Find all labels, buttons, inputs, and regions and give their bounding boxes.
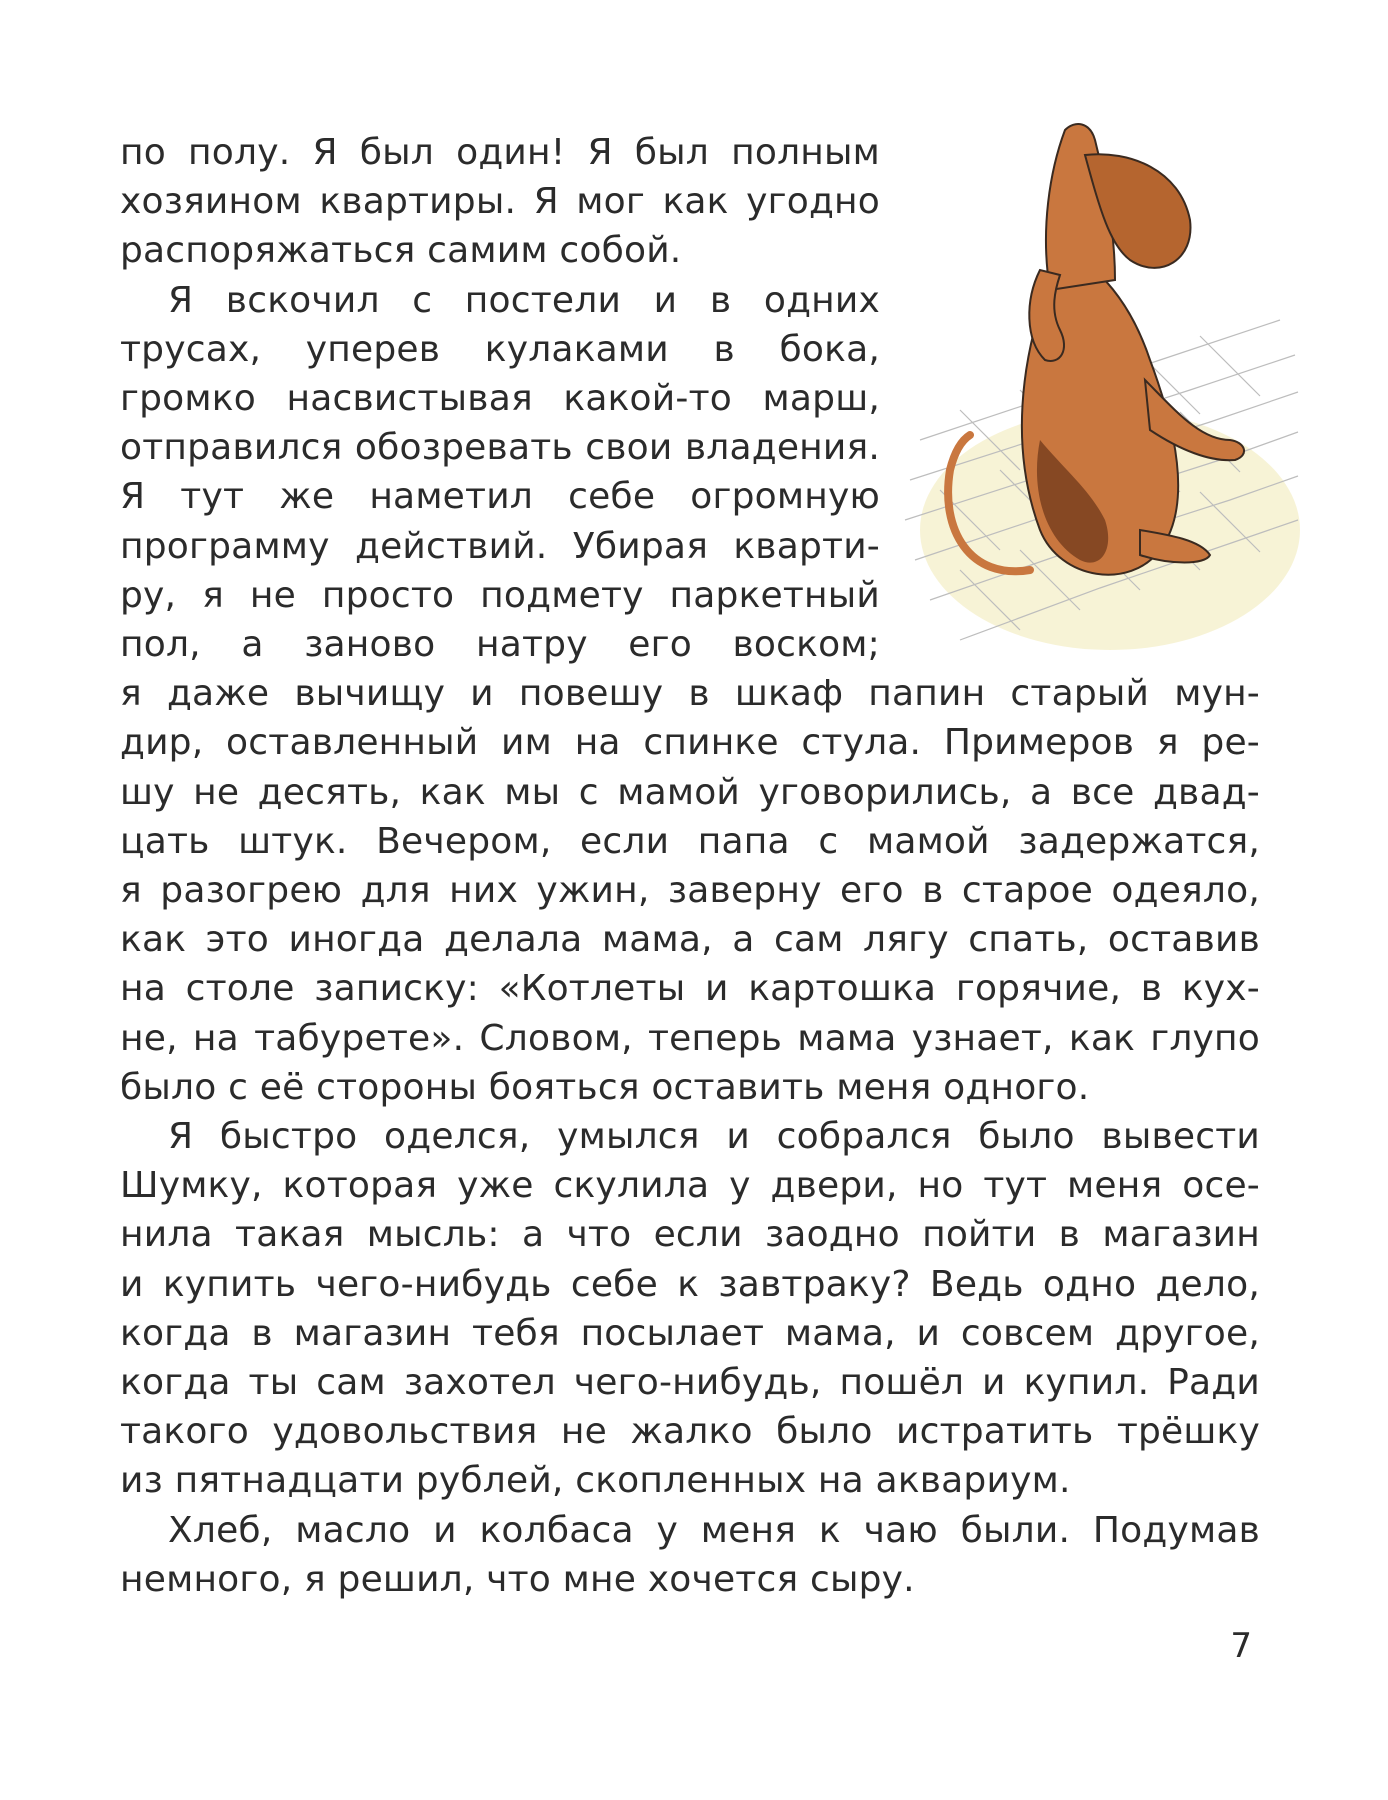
text-line: хозяином квартиры. Я мог как угодно	[120, 181, 880, 223]
text-line: не, на табурете». Словом, теперь мама узнает, как глупо	[120, 1017, 1260, 1059]
text-line: Я тут же наметил себе огромную	[120, 476, 880, 518]
text-line: ру, я не просто подмету паркетный	[120, 574, 880, 616]
text-line: цать штук. Вечером, если папа с мамой задержатся,	[120, 820, 1260, 862]
page-text	[120, 128, 1260, 1604]
text-line: когда в магазин тебя посылает мама, и совсем другое,	[120, 1312, 1260, 1354]
text-line: пол, а заново натру его воском;	[120, 624, 880, 666]
text-line: отправился обозревать свои владения.	[120, 427, 880, 469]
text-line: когда ты сам захотел чего-нибудь, пошёл и купил. Ради	[120, 1362, 1260, 1404]
text-line: такого удовольствия не жалко было истратить трёшку	[120, 1411, 1260, 1453]
text-line: распоряжаться самим собой.	[120, 230, 682, 272]
text-line: из пятнадцати рублей, скопленных на аквариум.	[120, 1460, 1071, 1502]
text-line: и купить чего-нибудь себе к завтраку? Ведь одно дело,	[120, 1263, 1260, 1305]
text-line: я разогрею для них ужин, заверну его в старое одеяло,	[120, 870, 1260, 912]
text-line: Хлеб, масло и колбаса у меня к чаю были. Подумав	[168, 1509, 1260, 1551]
text-line: я даже вычищу и повешу в шкаф папин старый мун-	[120, 673, 1260, 715]
text-line: немного, я решил, что мне хочется сыру.	[120, 1558, 915, 1600]
text-line: Я вскочил с постели и в одних	[168, 279, 880, 321]
text-line: шу не десять, как мы с мамой уговорились, а все двад-	[120, 771, 1260, 813]
text-line: трусах, уперев кулаками в бока,	[120, 328, 880, 370]
text-line: как это иногда делала мама, а сам лягу спать, оставив	[120, 919, 1260, 961]
text-line: громко насвистывая какой-то марш,	[120, 378, 880, 420]
text-line: Я быстро оделся, умылся и собрался было вывести	[168, 1116, 1260, 1158]
text-line: было с её стороны бояться оставить меня одного.	[120, 1066, 1090, 1108]
text-line: Шумку, которая уже скулила у двери, но тут меня осе-	[120, 1165, 1260, 1207]
text-line: дир, оставленный им на спинке стула. Примеров я ре-	[120, 722, 1260, 764]
text-line: программу действий. Убирая кварти-	[120, 525, 880, 567]
text-line: нила такая мысль: а что если заодно пойти в магазин	[120, 1214, 1260, 1256]
text-line: по полу. Я был один! Я был полным	[120, 132, 880, 173]
page-number: 7	[1230, 1626, 1252, 1666]
text-line: на столе записку: «Котлеты и картошка горячие, в кух-	[120, 968, 1260, 1010]
